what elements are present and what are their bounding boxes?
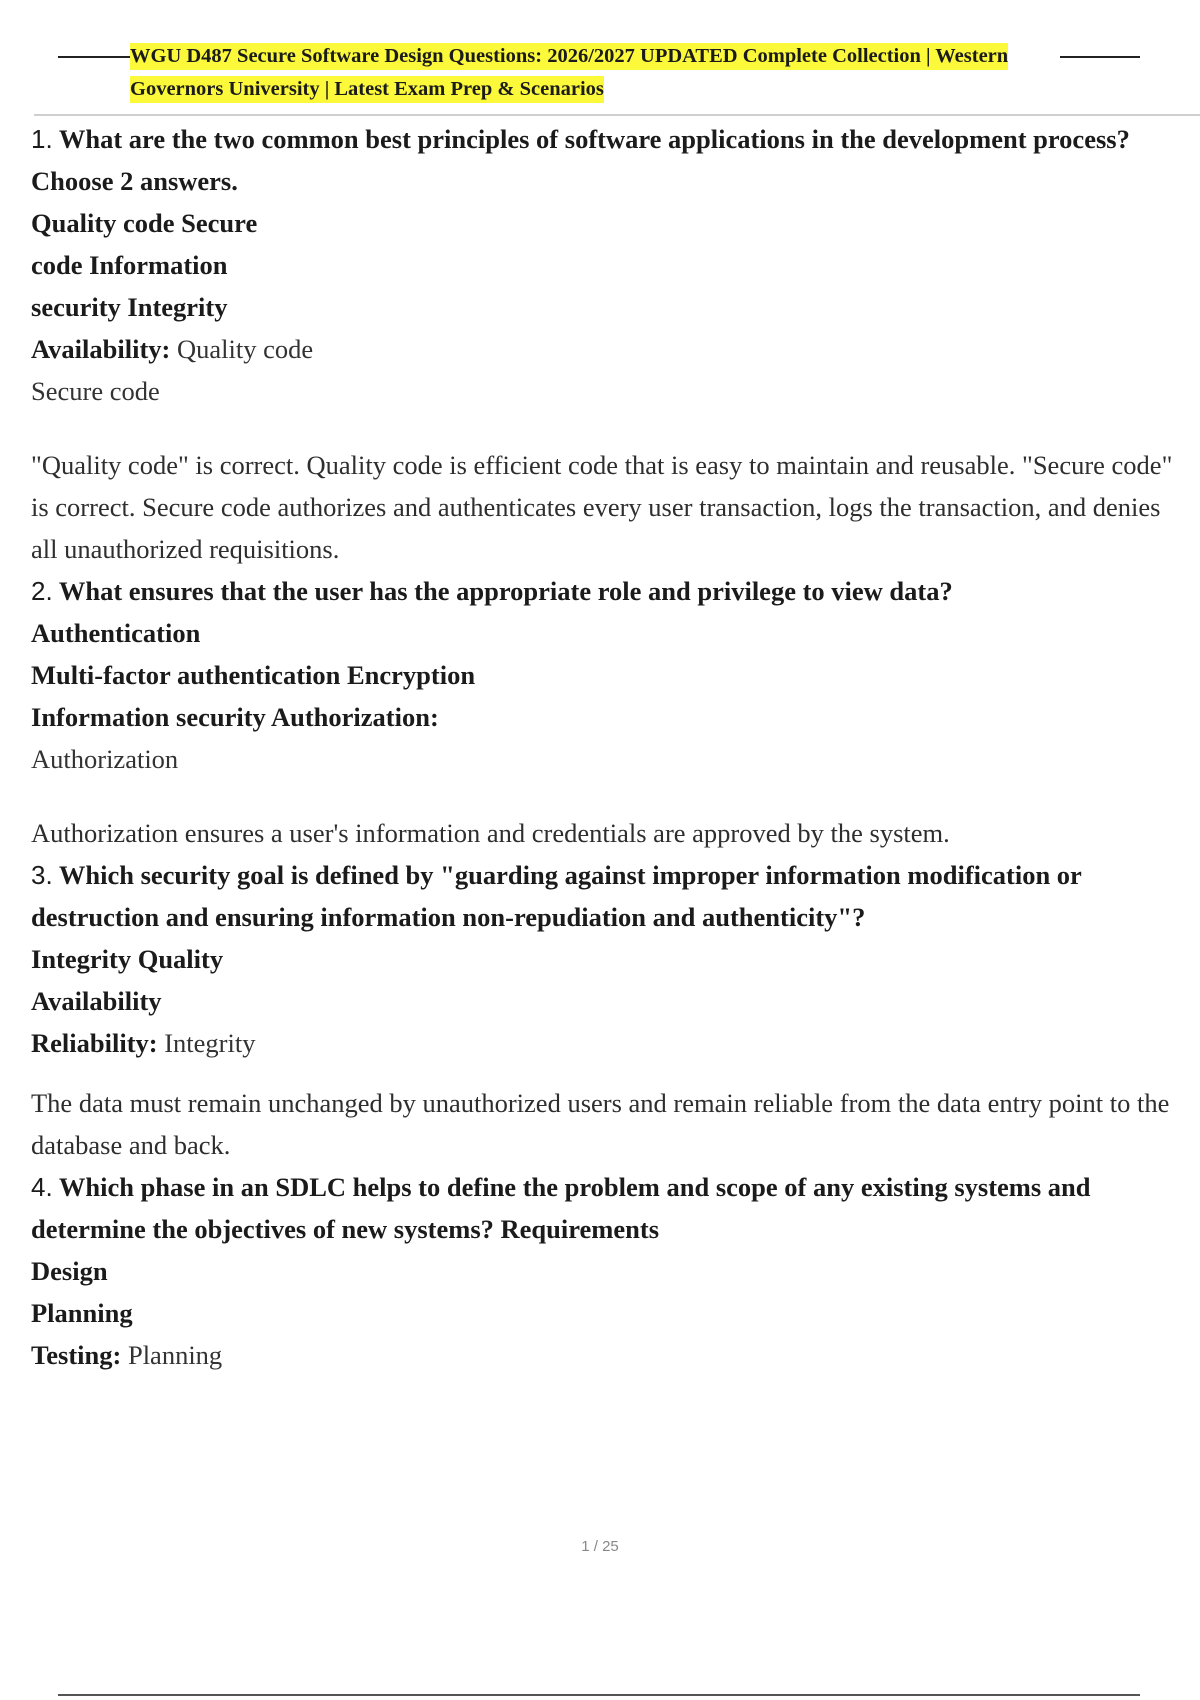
answer-explanation: Authorization ensures a user's information and credentials are approved by the system.: [31, 818, 950, 848]
answer-option: Quality code Secure: [31, 208, 258, 238]
question-number: 1.: [31, 124, 53, 154]
question-1: [31, 118, 1191, 570]
answer-explanation: "Quality code" is correct. Quality code is efficient code that is easy to maintain and reusable. "Secure code" is correct. Secure code authorizes and authenticates every user transaction, logs the transaction, and denies all unauthorized requisitions.: [31, 450, 1173, 564]
question-number: 3.: [31, 860, 53, 890]
correct-answer: Integrity: [164, 1028, 256, 1058]
question-text: 3. Which security goal is defined by "guarding against improper information modification or destruction and ensuring information non-repudiation and authenticity"?: [31, 860, 1082, 932]
answer-option: code Information: [31, 250, 228, 280]
header-right-rule: [1060, 56, 1140, 58]
question-number: 2.: [31, 576, 53, 606]
answer-option: Multi-factor authentication Encryption: [31, 660, 476, 690]
question-4: [31, 1166, 1191, 1376]
page-bottom-rule: [58, 1694, 1140, 1696]
header-divider: [34, 114, 1200, 116]
page-number: 1 / 25: [581, 1538, 619, 1555]
answer-option: security Integrity: [31, 292, 228, 322]
correct-answer: Authorization: [31, 744, 179, 774]
document-title: WGU D487 Secure Software Design Questions: 2026/2027 UPDATED Complete Collection | Western Governors University | Latest Exam Prep & Scenarios: [130, 40, 1060, 106]
question-text: 4. Which phase in an SDLC helps to define the problem and scope of any existing systems and determine the objectives of new systems? Requirements: [31, 1172, 1091, 1244]
question-2: [31, 570, 1191, 854]
correct-answer: Planning: [127, 1340, 223, 1370]
answer-option-last: Testing: Planning: [31, 1340, 223, 1370]
answer-option: Integrity Quality: [31, 944, 224, 974]
correct-answer: Quality code: [177, 334, 314, 364]
question-3: [31, 854, 1191, 1166]
question-text: 2. What ensures that the user has the appropriate role and privilege to view data?: [31, 576, 953, 606]
correct-answer: Secure code: [31, 376, 160, 406]
answer-option: Design: [31, 1256, 108, 1286]
answer-explanation: The data must remain unchanged by unauthorized users and remain reliable from the data entry point to the database and back.: [31, 1088, 1170, 1160]
answer-option: Availability: [31, 986, 162, 1016]
answer-option-last: Reliability: Integrity: [31, 1028, 256, 1058]
header-left-rule: [58, 56, 130, 58]
document-header: [58, 40, 1140, 106]
answer-option: Planning: [31, 1298, 133, 1328]
answer-option-last: Information security Authorization:: [31, 702, 439, 732]
question-text: 1. What are the two common best principles of software applications in the development process? Choose 2 answers.: [31, 124, 1130, 196]
answer-option: Authentication: [31, 618, 201, 648]
question-number: 4.: [31, 1172, 53, 1202]
document-body: [31, 118, 1191, 1376]
answer-option-last: Availability: Quality code: [31, 334, 314, 364]
